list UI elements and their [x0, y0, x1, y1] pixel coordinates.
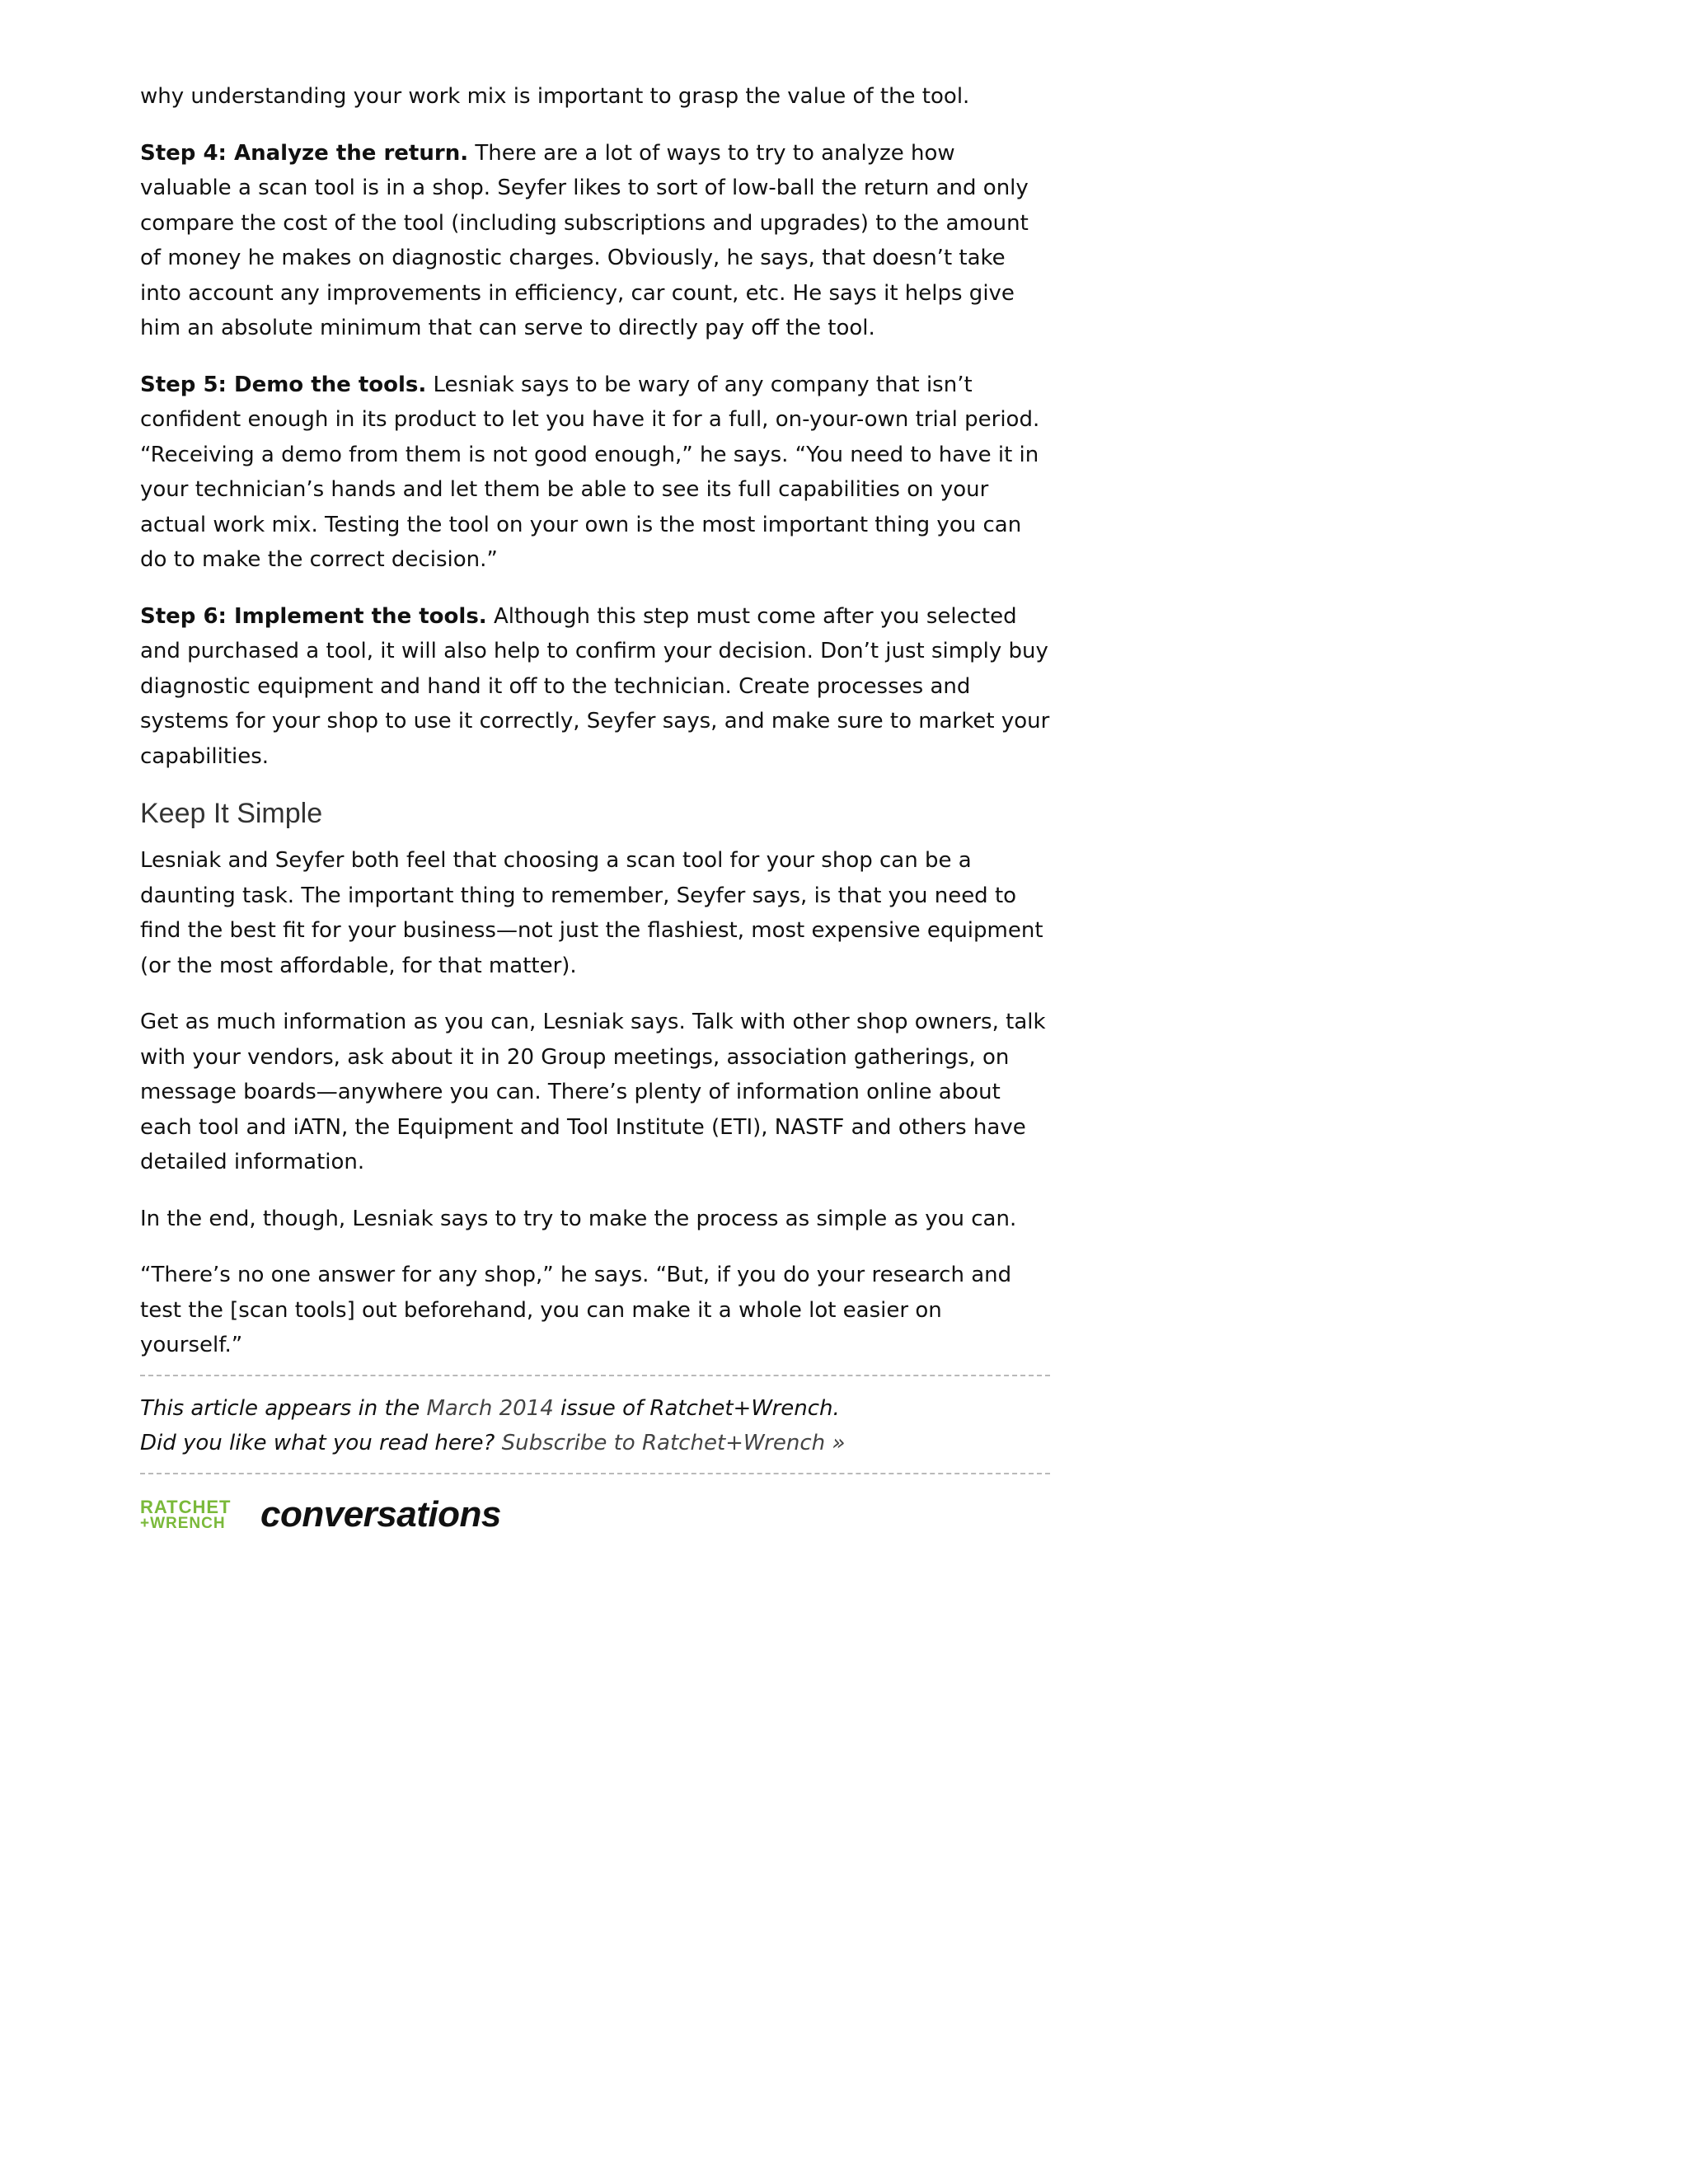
step-5-title: Step 5: Demo the tools.: [140, 372, 427, 397]
step-5-body: Lesniak says to be wary of any company that isn’t confident enough in its product to let you have it for a full, on-your-own trial period. “Receiving a demo from them is not good enough,” he says. “You need to have it in your technician’s hands and let them be able to see its full capabilities on your actual work mix. Testing the tool on your own is the most important thing you can do to make the correct decision.”: [140, 372, 1040, 572]
conversations-logo[interactable]: [140, 1493, 1050, 1539]
issue-prefix: This article appears in the: [140, 1395, 427, 1421]
logo-mark-bottom: +WRENCH: [140, 1514, 226, 1532]
step-6-title: Step 6: Implement the tools.: [140, 603, 487, 629]
body-paragraph-1: Lesniak and Seyfer both feel that choosing a scan tool for your shop can be a daunting task. The important thing to remember, Seyfer says, is that you need to find the best fit for your business—not just the flashiest, most expensive equipment (or the most affordable, for that matter).: [140, 848, 1043, 978]
step-4-paragraph: [140, 136, 1050, 346]
subscribe-link[interactable]: Subscribe to Ratchet+Wrench »: [501, 1431, 846, 1455]
subscribe-line: [140, 1426, 1050, 1461]
intro-tail-paragraph: why understanding your work mix is important to grasp the value of the tool.: [140, 84, 970, 109]
logo-wordmark: conversations: [260, 1494, 501, 1535]
ratchet-wrench-logo-mark: [140, 1498, 252, 1533]
logo-mark-top: RATCHET: [140, 1496, 232, 1517]
body-paragraph-4: “There’s no one answer for any shop,” he says. “But, if you do your research and test the [scan tools] out beforehand, you can make it a whole lot easier on yourself.”: [140, 1263, 1012, 1357]
bottom-divider: [140, 1473, 1050, 1474]
issue-line: [140, 1391, 1050, 1427]
step-4-body: There are a lot of ways to try to analyze how valuable a scan tool is in a shop. Seyfer likes to sort of low-ball the return and only compare the cost of the tool (including subscriptions and upgrades) to the amount of money he makes on diagnostic charges. Obviously, he says, that doesn’t take into account any improvements in efficiency, car count, etc. He says it helps give him an absolute minimum that can serve to directly pay off the tool.: [140, 140, 1029, 340]
section-heading: Keep It Simple: [140, 798, 323, 829]
body-paragraph-3: In the end, though, Lesniak says to try to make the process as simple as you can.: [140, 1206, 1017, 1231]
issue-suffix: issue of Ratchet+Wrench.: [553, 1395, 840, 1421]
step-4-title: Step 4: Analyze the return.: [140, 140, 469, 166]
issue-link[interactable]: March 2014: [426, 1395, 554, 1421]
subscribe-question: Did you like what you read here?: [140, 1431, 502, 1455]
body-paragraph-2: Get as much information as you can, Lesniak says. Talk with other shop owners, talk with your vendors, ask about it in 20 Group meetings, association gatherings, on message boards—anywhere you can. There’s plenty of information online about each tool and iATN, the Equipment and Tool Institute (ETI), NASTF and others have detailed information.: [140, 1010, 1046, 1174]
article-column: [140, 79, 1050, 1539]
step-6-paragraph: [140, 599, 1050, 775]
issue-note: [140, 1376, 1050, 1473]
step-6-body: Although this step must come after you selected and purchased a tool, it will also help to confirm your decision. Don’t just simply buy diagnostic equipment and hand it off to the technician. Create processes and systems for your shop to use it correctly, Seyfer says, and make sure to market your capabilities.: [140, 603, 1050, 769]
step-5-paragraph: [140, 368, 1050, 578]
